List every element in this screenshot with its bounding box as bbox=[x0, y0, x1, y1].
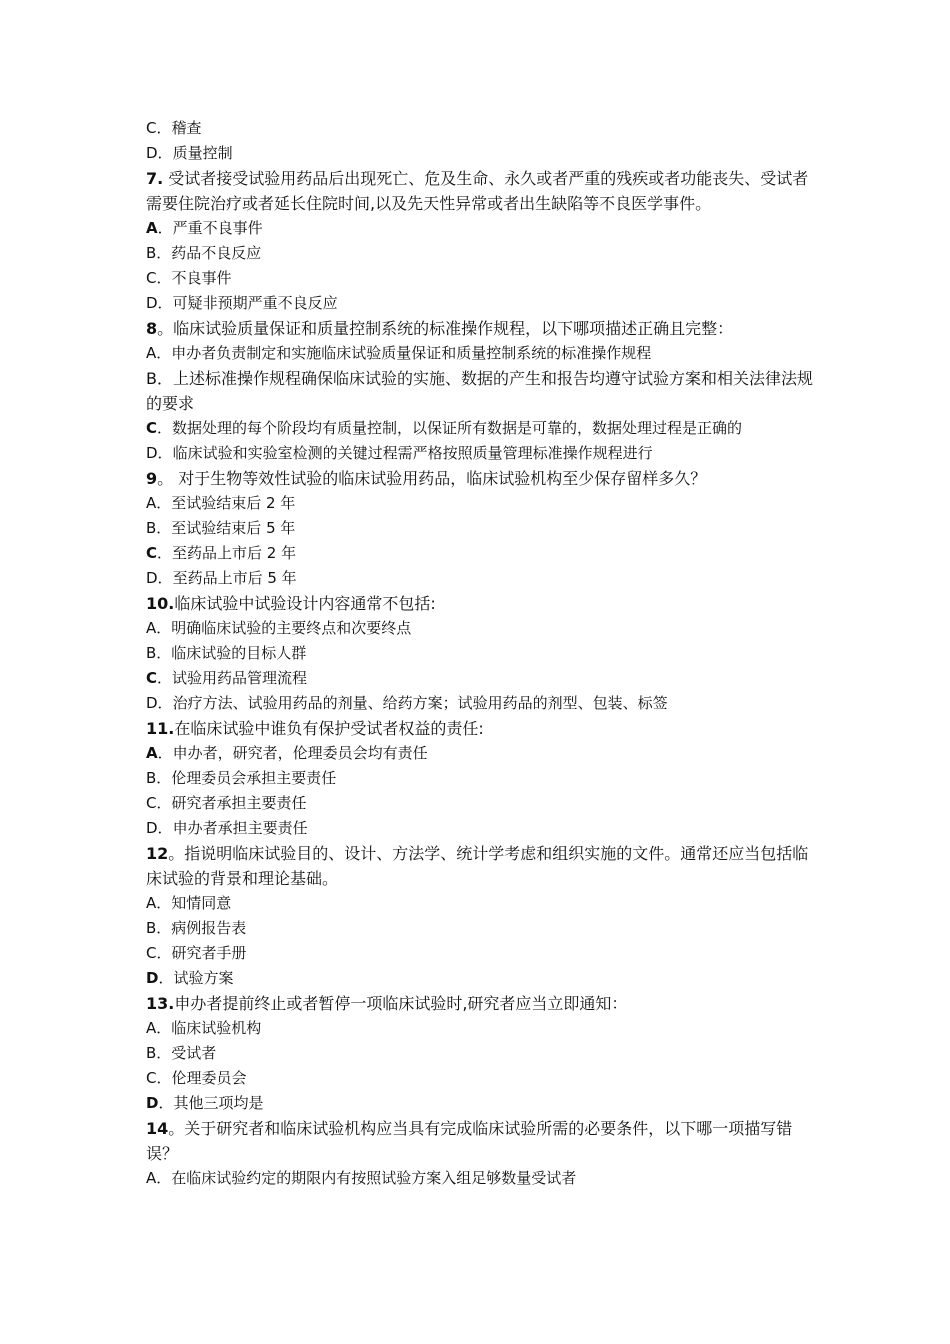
question-9: 9。 对于生物等效性试验的临床试验用药品，临床试验机构至少保存留样多久？ bbox=[146, 469, 707, 488]
option-b: B．临床试验的目标人群 bbox=[146, 644, 307, 662]
option-c: C．不良事件 bbox=[146, 269, 232, 287]
option-c: C．研究者承担主要责任 bbox=[146, 794, 307, 812]
option-c: C．伦理委员会 bbox=[146, 1069, 247, 1087]
document-page bbox=[146, 116, 814, 1191]
option-a: A．申办者，研究者，伦理委员会均有责任 bbox=[146, 744, 428, 762]
option-c: C．试验用药品管理流程 bbox=[146, 669, 308, 687]
option-a: A．明确临床试验的主要终点和次要终点 bbox=[146, 619, 412, 637]
option-a: A．在临床试验约定的期限内有按照试验方案入组足够数量受试者 bbox=[146, 1169, 577, 1187]
option-c: C．数据处理的每个阶段均有质量控制，以保证所有数据是可靠的，数据处理过程是正确的 bbox=[146, 419, 743, 437]
option-b: B．药品不良反应 bbox=[146, 244, 262, 262]
option-d: D．其他三项均是 bbox=[146, 1094, 264, 1112]
option-b: B．病例报告表 bbox=[146, 919, 247, 937]
option-d: D．试验方案 bbox=[146, 969, 234, 987]
question-14: 14。关于研究者和临床试验机构应当具有完成临床试验所需的必要条件，以下哪一项描写错误？ bbox=[146, 1119, 793, 1163]
question-12: 12。指说明临床试验目的、设计、方法学、统计学考虑和组织实施的文件。通常还应当包括临床试验的背景和理论基础。 bbox=[146, 844, 809, 888]
option-c: C．研究者手册 bbox=[146, 944, 247, 962]
option-a: A．申办者负责制定和实施临床试验质量保证和质量控制系统的标准操作规程 bbox=[146, 344, 652, 362]
option-d: D．临床试验和实验室检测的关键过程需严格按照质量管理标准操作规程进行 bbox=[146, 444, 653, 462]
option-d: D．至药品上市后 5 年 bbox=[146, 569, 297, 587]
option-a: A．临床试验机构 bbox=[146, 1019, 262, 1037]
question-7: 7. 受试者接受试验用药品后出现死亡、危及生命、永久或者严重的残疾或者功能丧失、受试者需要住院治疗或者延长住院时间,以及先天性异常或者出生缺陷等不良医学事件。 bbox=[146, 169, 809, 213]
option-c: C．至药品上市后 2 年 bbox=[146, 544, 297, 562]
question-10: 10.临床试验中试验设计内容通常不包括: bbox=[146, 594, 436, 613]
question-11: 11.在临床试验中谁负有保护受试者权益的责任: bbox=[146, 719, 484, 738]
option-d: D．治疗方法、试验用药品的剂量、给药方案；试验用药品的剂型、包装、标签 bbox=[146, 694, 668, 712]
option-d: D．申办者承担主要责任 bbox=[146, 819, 308, 837]
option-b: B．上述标准操作规程确保临床试验的实施、数据的产生和报告均遵守试验方案和相关法律法规的要求 bbox=[146, 369, 813, 413]
option-d: D．可疑非预期严重不良反应 bbox=[146, 294, 338, 312]
option-a: A．严重不良事件 bbox=[146, 219, 263, 237]
option-a: A．至试验结束后 2 年 bbox=[146, 494, 296, 512]
option-c: C．稽查 bbox=[146, 119, 202, 137]
option-b: B．伦理委员会承担主要责任 bbox=[146, 769, 337, 787]
option-b: B．至试验结束后 5 年 bbox=[146, 519, 296, 537]
question-13: 13.申办者提前终止或者暂停一项临床试验时,研究者应当立即通知： bbox=[146, 994, 628, 1013]
option-a: A．知情同意 bbox=[146, 894, 232, 912]
option-b: B．受试者 bbox=[146, 1044, 217, 1062]
question-8: 8。临床试验质量保证和质量控制系统的标准操作规程，以下哪项描述正确且完整： bbox=[146, 319, 734, 338]
option-d: D．质量控制 bbox=[146, 144, 233, 162]
